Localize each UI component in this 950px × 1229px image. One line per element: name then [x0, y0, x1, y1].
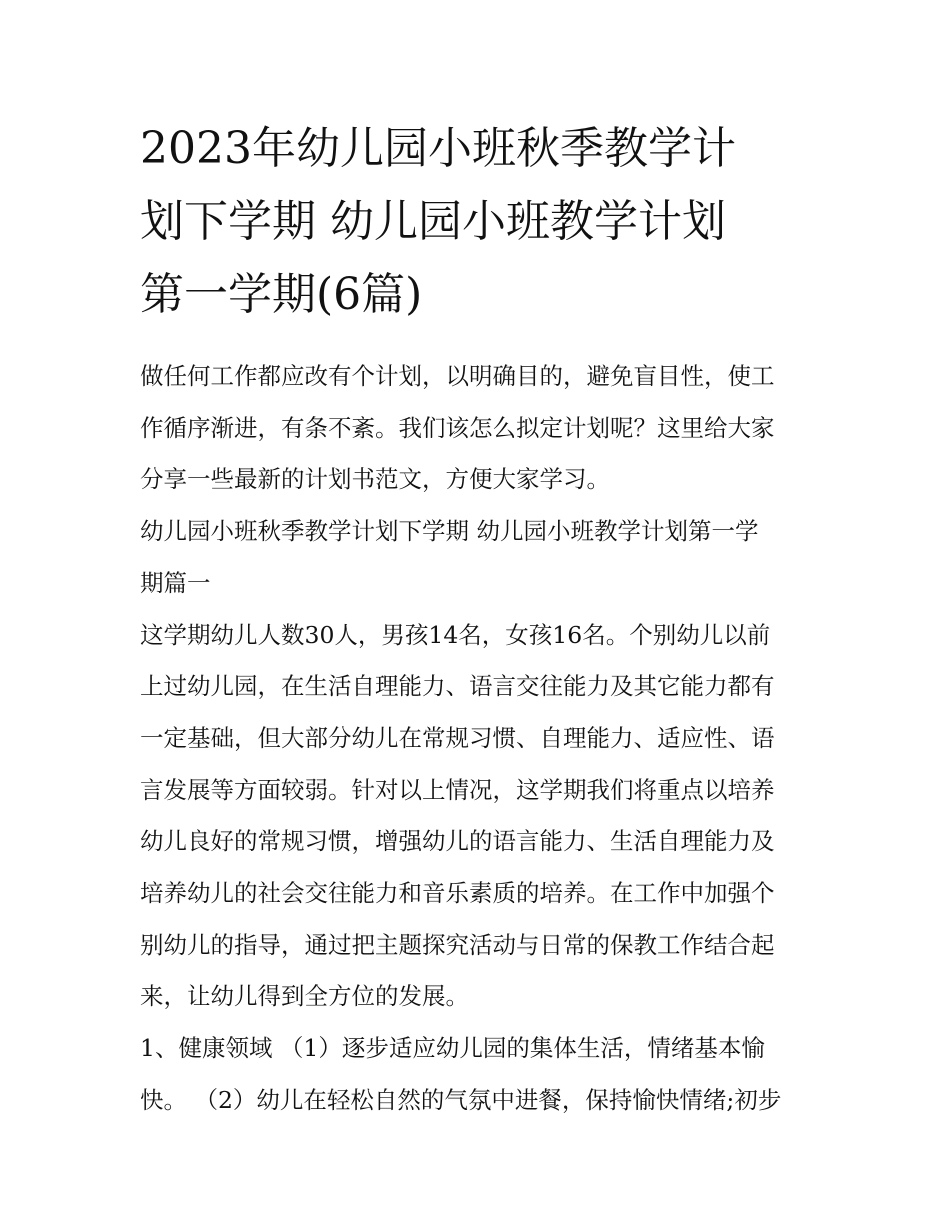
section-heading	[140, 506, 815, 609]
document-title	[140, 112, 815, 331]
paragraph-line: 一定基础，但大部分幼儿在常规习惯、自理能力、适应性、语	[140, 723, 775, 752]
title-line: 2023年幼儿园小班秋季教学计	[140, 123, 736, 174]
health-line: 快。 （2）幼儿在轻松自然的气氛中进餐，保持愉快情绪;初步	[140, 1085, 782, 1114]
paragraph-line: 上过幼儿园，在生活自理能力、语言交往能力及其它能力都有	[140, 672, 775, 701]
main-paragraph	[140, 610, 815, 1024]
title-line: 划下学期 幼儿园小班教学计划	[140, 196, 726, 247]
intro-line: 分享一些最新的计划书范文，方便大家学习。	[140, 465, 610, 494]
paragraph-line: 幼儿良好的常规习惯，增强幼儿的语言能力、生活自理能力及	[140, 827, 775, 856]
paragraph-line: 这学期幼儿人数30人，男孩14名，女孩16名。个别幼儿以前	[140, 620, 771, 649]
health-section	[140, 1023, 815, 1126]
health-line: 1、健康领域 （1）逐步适应幼儿园的集体生活，情绪基本愉	[140, 1034, 765, 1063]
paragraph-line: 培养幼儿的社会交往能力和音乐素质的培养。在工作中加强个	[140, 879, 775, 908]
title-line: 第一学期(6篇)	[140, 269, 423, 320]
paragraph-line: 别幼儿的指导，通过把主题探究活动与日常的保教工作结合起	[140, 930, 775, 959]
document-page	[140, 112, 815, 1127]
intro-line: 作循序渐进，有条不紊。我们该怎么拟定计划呢？这里给大家	[140, 413, 775, 442]
intro-paragraph	[140, 351, 815, 506]
intro-line: 做任何工作都应改有个计划，以明确目的，避免盲目性，使工	[140, 362, 775, 390]
section-heading-line: 幼儿园小班秋季教学计划下学期 幼儿园小班教学计划第一学	[140, 517, 759, 546]
paragraph-line: 来，让幼儿得到全方位的发展。	[140, 982, 469, 1011]
section-heading-line: 期篇一	[140, 568, 211, 597]
paragraph-line: 言发展等方面较弱。针对以上情况，这学期我们将重点以培养	[140, 775, 775, 804]
